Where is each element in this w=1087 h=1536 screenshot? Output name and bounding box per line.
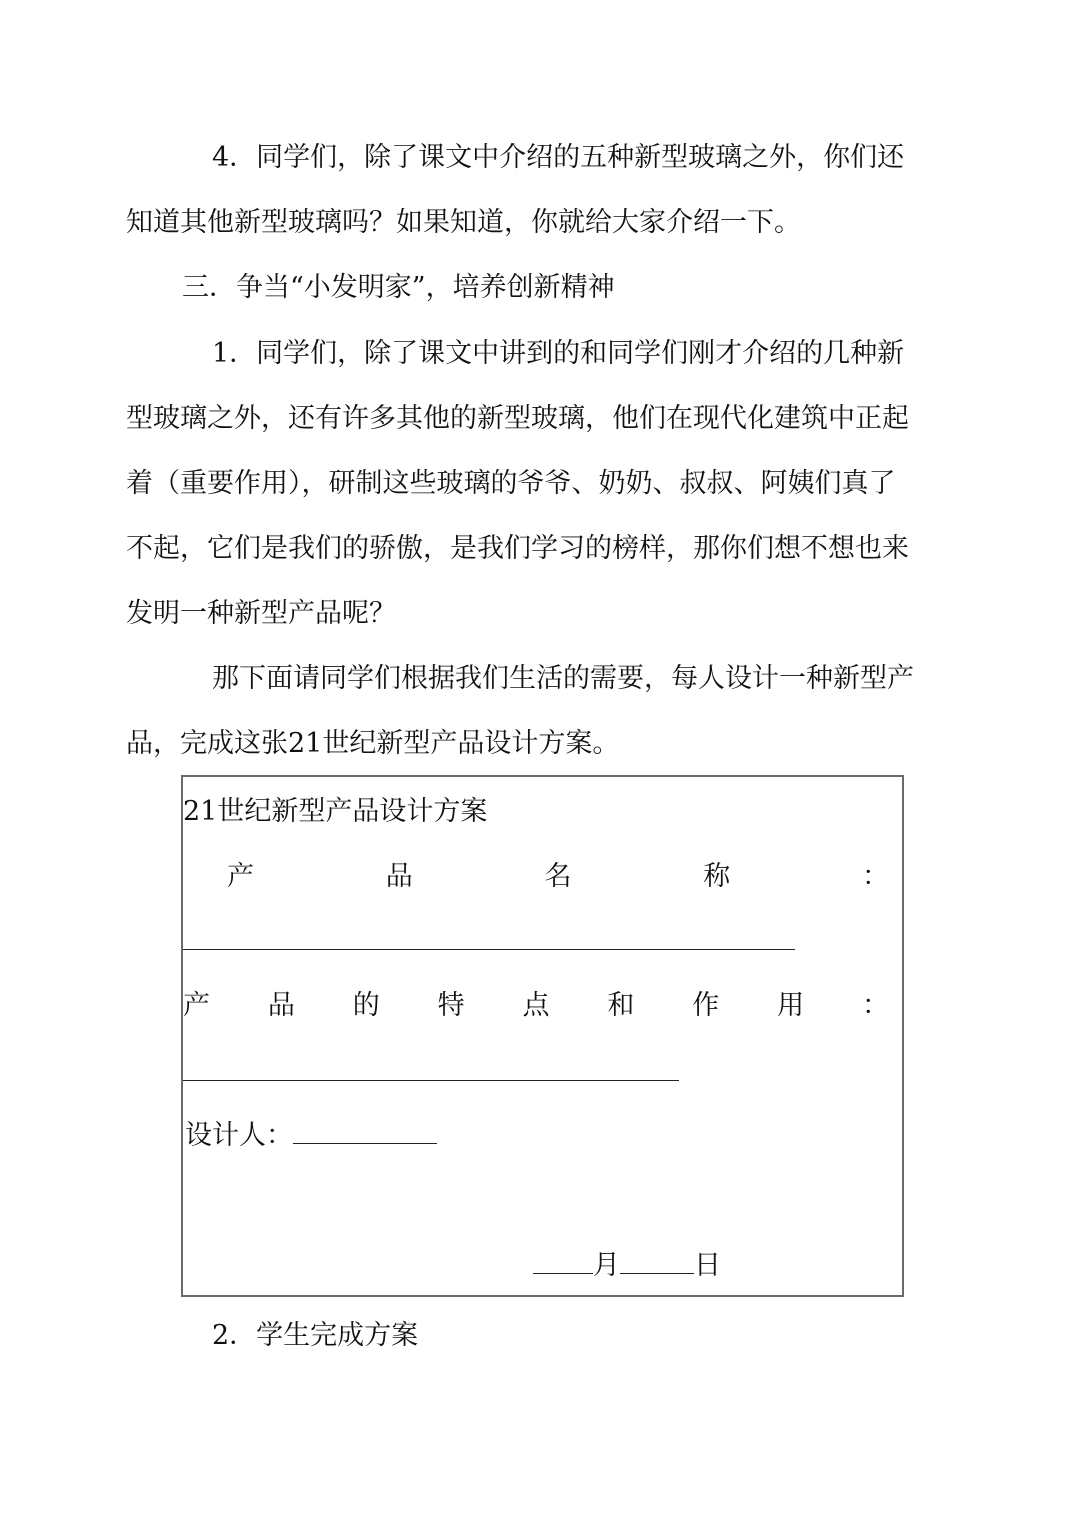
- product-name-blank[interactable]: [183, 949, 795, 950]
- label-char: 和: [607, 990, 635, 1021]
- paragraph-text: 4．同学们，除了课文中介绍的五种新型玻璃之外，你们还: [212, 142, 905, 173]
- paragraph-text: 品，完成这张21世纪新型产品设计方案。: [126, 728, 620, 759]
- product-feature-blank[interactable]: [183, 1080, 679, 1081]
- label-char: 特: [437, 990, 465, 1021]
- design-plan-box: [181, 775, 904, 1297]
- design-plan-title-text: 21世纪新型产品设计方案: [183, 796, 488, 827]
- designer-blank[interactable]: [293, 1117, 437, 1144]
- paragraph-text: 着（重要作用），研制这些玻璃的爷爷、奶奶、叔叔、阿姨们真了: [126, 468, 896, 499]
- paragraph-1-line-4: [126, 531, 909, 567]
- step-2: [212, 1318, 418, 1354]
- paragraph-text: 发明一种新型产品呢？: [126, 598, 396, 629]
- paragraph-text: 1．同学们，除了课文中讲到的和同学们刚才介绍的几种新: [212, 338, 905, 369]
- date-row: [533, 1247, 721, 1284]
- label-char: 称: [703, 861, 731, 892]
- month-label: 月: [593, 1250, 620, 1281]
- label-char: 产: [183, 990, 210, 1021]
- product-name-label: [227, 859, 889, 895]
- label-char: 品: [385, 861, 413, 892]
- label-char: 点: [522, 990, 550, 1021]
- paragraph-1-line-5: [126, 596, 396, 632]
- label-char: 品: [267, 990, 295, 1021]
- paragraph-4-line-2: [126, 205, 801, 241]
- paragraph-1-line-3: [126, 466, 896, 502]
- paragraph-4-line-1: [212, 140, 964, 176]
- paragraph-text: 知道其他新型玻璃吗？如果知道，你就给大家介绍一下。: [126, 207, 801, 238]
- label-char: ：: [862, 990, 889, 1021]
- paragraph-instruction-line-2: [126, 726, 619, 762]
- label-char: 用: [777, 990, 805, 1021]
- label-char: 作: [692, 990, 720, 1021]
- paragraph-text: 不起，它们是我们的骄傲，是我们学习的榜样，那你们想不想也来: [126, 533, 909, 564]
- label-char: ：: [862, 861, 889, 892]
- paragraph-1-line-2: [126, 401, 909, 437]
- section-heading: [182, 270, 615, 306]
- label-char: 的: [352, 990, 380, 1021]
- month-blank[interactable]: [533, 1247, 593, 1274]
- section-heading-text: 三．争当“小发明家”，培养创新精神: [182, 272, 615, 303]
- designer-row: [185, 1117, 437, 1154]
- design-plan-title: [183, 794, 487, 830]
- paragraph-text: 那下面请同学们根据我们生活的需要，每人设计一种新型产: [212, 663, 914, 694]
- paragraph-1-line-1: [212, 336, 904, 372]
- step-2-text: 2．学生完成方案: [212, 1320, 419, 1351]
- product-feature-label: [183, 988, 889, 1024]
- label-char: 产: [227, 861, 254, 892]
- day-label: 日: [694, 1250, 721, 1281]
- paragraph-instruction-line-1: [212, 661, 914, 697]
- label-char: 名: [544, 861, 572, 892]
- day-blank[interactable]: [620, 1247, 694, 1274]
- paragraph-text: 型玻璃之外，还有许多其他的新型玻璃，他们在现代化建筑中正起: [126, 403, 909, 434]
- designer-label: 设计人：: [185, 1120, 293, 1151]
